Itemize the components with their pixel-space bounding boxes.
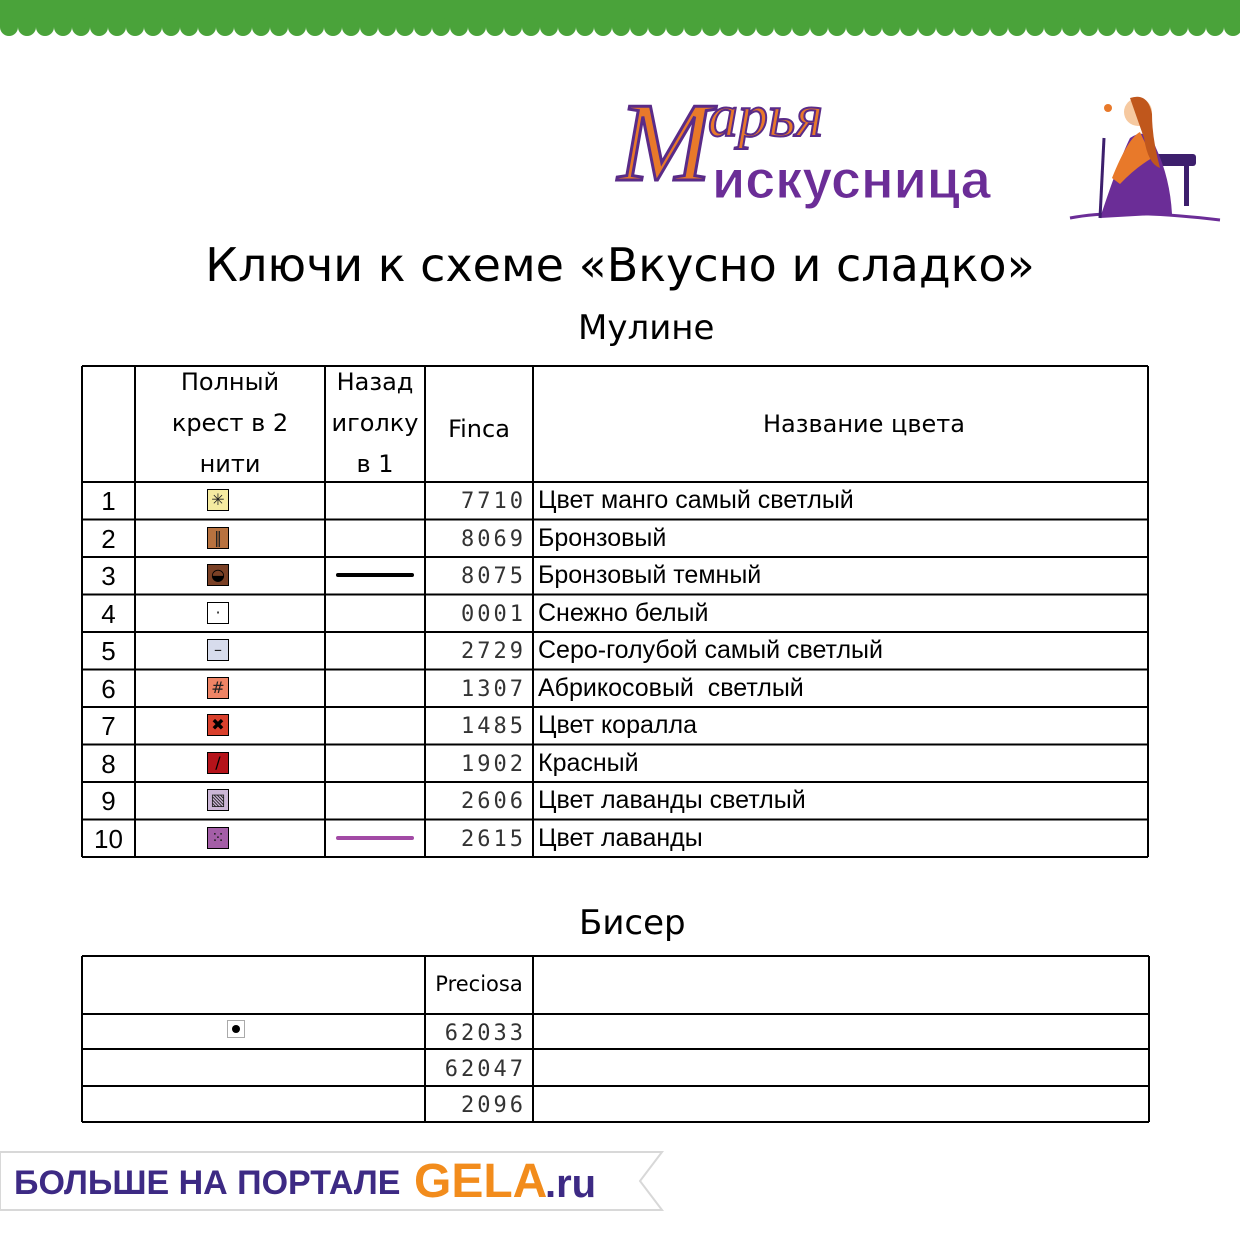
color-name: Серо-голубой самый светлый [538,636,883,664]
header-full-cross-line1: Полный [180,368,280,396]
row-number: 6 [101,673,116,704]
header-color-name: Название цвета [763,410,965,438]
asterisk-icon: ✳ [207,489,229,511]
row-number: 5 [101,636,116,666]
color-code: 1902 [461,751,526,777]
row-number: 7 [101,711,116,741]
slash-icon: / [207,752,229,774]
hash-icon: # [207,677,229,699]
row-number: 4 [101,598,116,629]
color-code: 8075 [461,564,526,589]
bead-code: 62047 [444,1057,526,1082]
color-name: Красный [538,748,639,777]
header-backstitch-line3: в 1 [356,450,394,478]
logo-line2: искусница [712,150,991,210]
color-code: 7710 [461,489,526,514]
bead-code: 62033 [444,1021,526,1046]
row-number: 1 [101,486,116,516]
header-full-cross-line2: крест в 2 [171,409,289,437]
dash-icon: – [207,639,229,661]
color-code: 1485 [461,714,526,739]
logo-line1: арья [708,83,824,149]
double-bar-icon: ‖ [207,527,229,549]
dice-five-icon: ⁙ [207,827,229,849]
bead-code: 2096 [461,1093,526,1118]
filled-dot-icon [227,1020,245,1038]
footer-banner[interactable] [0,1148,680,1214]
color-code: 2729 [461,639,526,664]
logo-letter-m: М [618,81,712,205]
row-number: 2 [101,523,116,554]
row-number: 3 [101,561,116,591]
color-name: Цвет коралла [538,711,697,739]
color-name: Снежно белый [538,598,709,627]
color-name: Цвет лаванды [538,823,703,852]
row-number: 10 [94,823,123,854]
header-full-cross-line3: нити [199,450,261,478]
header-brand: Finca [448,415,510,443]
footer-brand: GELA [414,1155,548,1208]
color-name: Бронзовый темный [538,561,762,589]
color-code: 8069 [461,526,526,552]
color-name: Бронзовый [538,523,667,552]
row-number: 9 [101,786,116,816]
color-name: Цвет лаванды светлый [538,786,806,814]
header-backstitch-line2: иголку [331,409,419,437]
color-code: 1307 [461,676,526,702]
beads-heading: Бисер [579,903,686,943]
beads-header-brand: Preciosa [435,972,523,996]
page-title: Ключи к схеме «Вкусно и сладко» [205,238,1035,292]
x-mark-icon: ✖ [207,714,229,736]
footer-text: БОЛЬШЕ НА ПОРТАЛЕ [14,1164,401,1202]
color-code: 0001 [461,601,526,627]
color-code: 2606 [461,789,526,814]
footer-domain: .ru [545,1162,597,1206]
row-number: 8 [101,748,116,779]
hatch-icon: ▧ [207,789,229,811]
mouline-heading: Мулине [578,308,715,348]
dot-icon: · [207,602,229,624]
color-name: Цвет манго самый светлый [538,486,854,514]
color-code: 2615 [461,826,526,852]
half-circle-icon: ◒ [207,564,229,586]
color-name: Абрикосовый светлый [538,673,804,702]
header-backstitch-line1: Назад [336,368,414,396]
